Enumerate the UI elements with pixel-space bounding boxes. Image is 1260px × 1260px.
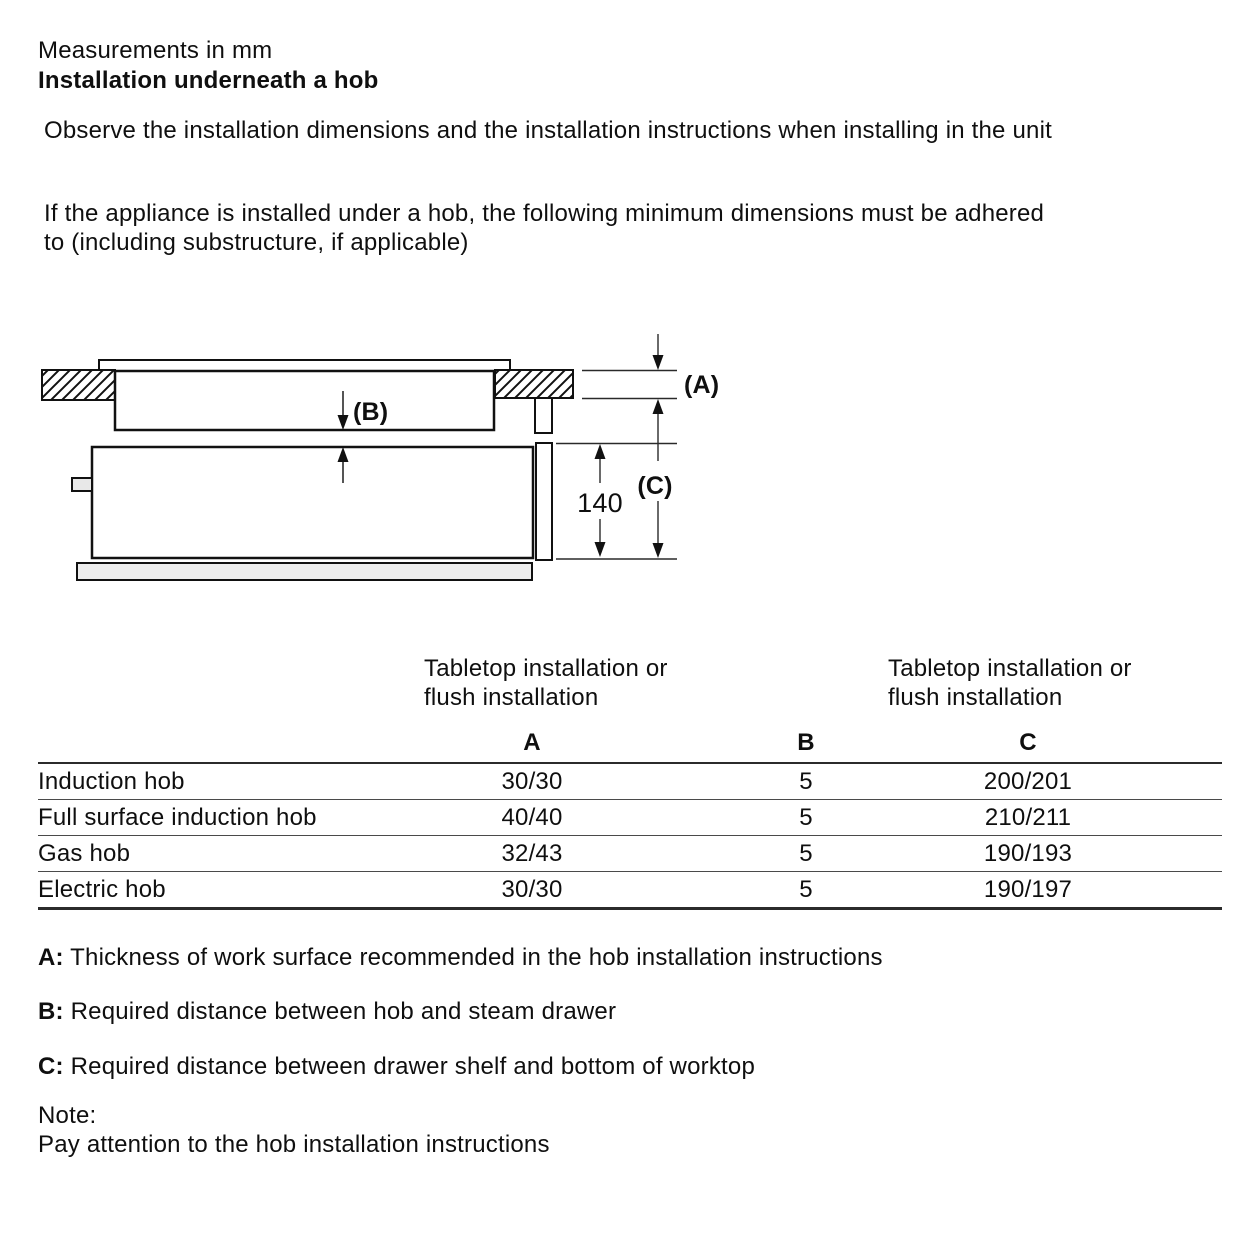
arrow-up-c-icon: [653, 399, 664, 414]
row-label: Electric hob: [38, 876, 166, 903]
drawer-shelf: [77, 563, 532, 580]
hob-top-plate: [99, 360, 510, 371]
legend-text: Required distance between drawer shelf and bottom of worktop: [70, 1053, 755, 1080]
value-a: 32/43: [501, 840, 563, 867]
column-header-b: B: [797, 729, 815, 756]
column-header-a: A: [523, 729, 541, 756]
hob-body: [115, 371, 494, 430]
dimension-a-lines: [582, 334, 677, 399]
legend-key: B:: [38, 998, 64, 1025]
label-140: 140: [577, 488, 623, 518]
arrow-down-140-icon: [595, 542, 606, 557]
hob-mounting-bracket: [535, 398, 552, 433]
page-title: Installation underneath a hob: [38, 67, 379, 94]
table-row: [38, 764, 1222, 800]
note-text: Pay attention to the hob installation instructions: [38, 1131, 550, 1158]
page-heading: [38, 36, 379, 96]
row-label: Gas hob: [38, 840, 131, 867]
row-label: Induction hob: [38, 768, 185, 795]
dimensions-table: [38, 762, 1222, 910]
drawer-left-tab: [72, 478, 92, 491]
value-a: 40/40: [501, 804, 563, 831]
label-c: (C): [637, 472, 673, 500]
observe-paragraph: Observe the installation dimensions and the installation instructions when installing in the unit: [44, 117, 1052, 144]
value-b: 5: [799, 840, 813, 867]
table-row: [38, 872, 1222, 910]
legend-item-a: [38, 943, 883, 972]
value-b: 5: [799, 876, 813, 903]
conditions-paragraph: [44, 199, 1044, 257]
value-a: 30/30: [501, 768, 563, 795]
conditions-line-2: to (including substructure, if applicable): [44, 229, 469, 256]
installation-diagram: [0, 330, 760, 592]
worktop-left-section: [42, 370, 115, 400]
value-c: 190/193: [983, 840, 1073, 867]
drawer-front-strip: [536, 443, 552, 560]
value-c: 190/197: [983, 876, 1073, 903]
table-row: [38, 800, 1222, 836]
legend-key: C:: [38, 1053, 64, 1080]
value-b: 5: [799, 768, 813, 795]
table-row: [38, 836, 1222, 872]
label-b: (B): [353, 398, 389, 426]
conditions-line-1: If the appliance is installed under a hob, the following minimum dimensions must be adhered: [44, 200, 1045, 227]
note-block: [38, 1101, 550, 1159]
steam-drawer-body: [92, 447, 533, 558]
value-a: 30/30: [501, 876, 563, 903]
legend-key: A:: [38, 944, 64, 971]
measurements-unit-note: Measurements in mm: [38, 37, 273, 64]
legend-text: Thickness of work surface recommended in the hob installation instructions: [70, 944, 883, 971]
column-header-c: C: [1019, 729, 1037, 756]
legend-item-b: [38, 997, 616, 1026]
column-group-header-a: Tabletop installation or flush installation: [424, 655, 668, 711]
arrow-up-140-icon: [595, 444, 606, 459]
note-label: Note:: [38, 1102, 97, 1129]
value-c: 210/211: [984, 804, 1072, 831]
worktop-right-section: [495, 370, 573, 398]
column-group-header-c: Tabletop installation or flush installation: [888, 655, 1132, 711]
arrow-down-c-icon: [653, 543, 664, 558]
legend-item-c: [38, 1052, 755, 1081]
legend-text: Required distance between hob and steam drawer: [70, 998, 617, 1025]
value-c: 200/201: [983, 768, 1073, 795]
label-a: (A): [684, 371, 720, 399]
value-b: 5: [799, 804, 813, 831]
arrow-down-a-icon: [653, 355, 664, 370]
row-label: Full surface induction hob: [38, 804, 317, 831]
